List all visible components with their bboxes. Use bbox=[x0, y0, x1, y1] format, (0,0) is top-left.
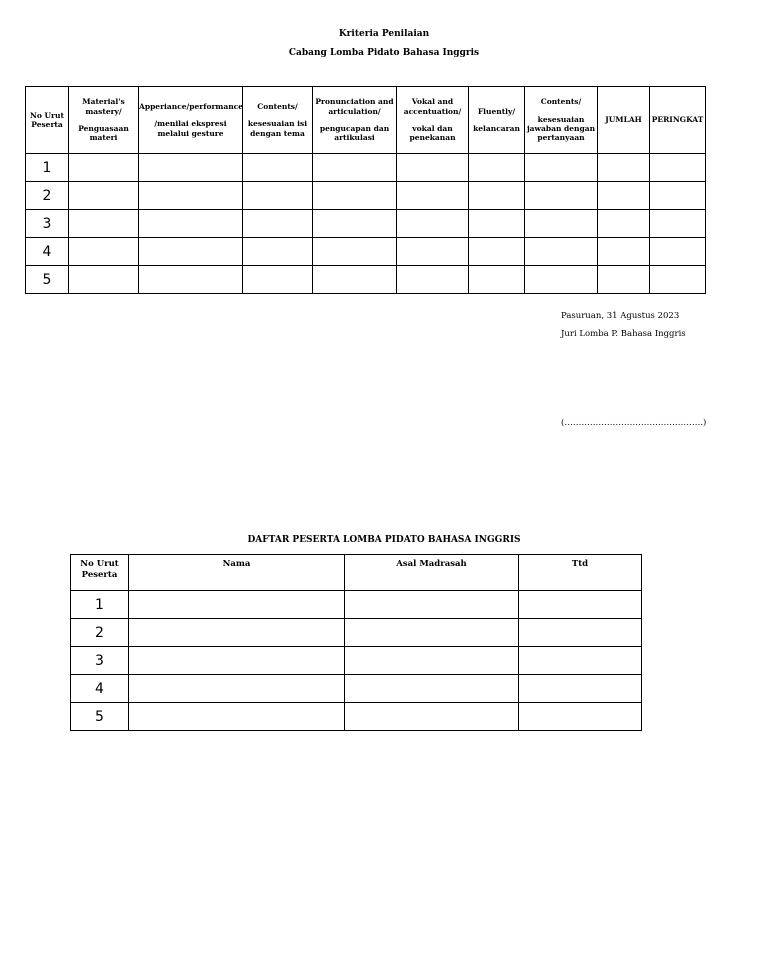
name-cell bbox=[129, 647, 345, 675]
table-row bbox=[26, 238, 706, 266]
table-row bbox=[71, 591, 642, 619]
score-cell bbox=[598, 210, 650, 238]
score-cell bbox=[313, 210, 397, 238]
score-table bbox=[25, 86, 706, 294]
col-jumlah: JUMLAH bbox=[598, 87, 650, 154]
score-cell bbox=[69, 182, 139, 210]
table-row bbox=[26, 266, 706, 294]
madrasah-cell bbox=[345, 675, 519, 703]
list-title: DAFTAR PESERTA LOMBA PIDATO BAHASA INGGRIS bbox=[247, 535, 521, 545]
table-row bbox=[26, 210, 706, 238]
score-cell bbox=[69, 238, 139, 266]
col-ttd: Ttd bbox=[519, 555, 642, 591]
col-contents-answer: Contents/ kesesuaian jawaban dengan pertanyaan bbox=[525, 87, 598, 154]
signature-cell bbox=[519, 647, 642, 675]
name-cell bbox=[129, 591, 345, 619]
score-cell bbox=[650, 266, 706, 294]
name-cell bbox=[129, 703, 345, 731]
table-row bbox=[71, 619, 642, 647]
score-cell bbox=[469, 238, 525, 266]
col-peringkat: PERINGKAT bbox=[650, 87, 706, 154]
row-number: 1 bbox=[26, 154, 69, 182]
col-vokal: Vokal and accentuation/ vokal dan penekanan bbox=[397, 87, 469, 154]
col-no-urut: No Urut Peserta bbox=[26, 87, 69, 154]
signature-cell bbox=[519, 619, 642, 647]
score-cell bbox=[69, 154, 139, 182]
score-header-row bbox=[26, 87, 706, 154]
score-cell bbox=[313, 266, 397, 294]
score-cell bbox=[139, 182, 243, 210]
signature-cell bbox=[519, 703, 642, 731]
row-number: 1 bbox=[71, 591, 129, 619]
col-material: Material's mastery/ Penguasaan materi bbox=[69, 87, 139, 154]
col-pronunciation: Pronunciation and articulation/ pengucapan dan artikulasi bbox=[313, 87, 397, 154]
score-cell bbox=[525, 210, 598, 238]
score-cell bbox=[525, 154, 598, 182]
table-row bbox=[26, 154, 706, 182]
score-cell bbox=[139, 238, 243, 266]
signature-place-date: Pasuruan, 31 Agustus 2023 bbox=[561, 311, 680, 321]
madrasah-cell bbox=[345, 619, 519, 647]
score-cell bbox=[469, 266, 525, 294]
signature-cell bbox=[519, 675, 642, 703]
col-contents: Contents/ kesesuaian isi dengan tema bbox=[243, 87, 313, 154]
participant-list-table bbox=[70, 554, 642, 731]
table-row bbox=[26, 182, 706, 210]
row-number: 4 bbox=[71, 675, 129, 703]
signature-cell bbox=[519, 591, 642, 619]
page-title: Kriteria Penilaian bbox=[338, 29, 430, 39]
score-cell bbox=[525, 182, 598, 210]
score-cell bbox=[139, 210, 243, 238]
signature-role: Juri Lomba P. Bahasa Inggris bbox=[561, 329, 686, 339]
page-subtitle: Cabang Lomba Pidato Bahasa Inggris bbox=[288, 48, 480, 58]
list-header-row bbox=[71, 555, 642, 591]
score-cell bbox=[139, 266, 243, 294]
score-cell bbox=[243, 154, 313, 182]
row-number: 5 bbox=[26, 266, 69, 294]
name-cell bbox=[129, 675, 345, 703]
score-cell bbox=[397, 266, 469, 294]
score-cell bbox=[397, 238, 469, 266]
score-cell bbox=[598, 154, 650, 182]
score-cell bbox=[598, 238, 650, 266]
row-number: 3 bbox=[26, 210, 69, 238]
row-number: 5 bbox=[71, 703, 129, 731]
score-cell bbox=[650, 154, 706, 182]
score-cell bbox=[598, 182, 650, 210]
score-cell bbox=[525, 266, 598, 294]
score-cell bbox=[69, 266, 139, 294]
score-cell bbox=[397, 154, 469, 182]
score-cell bbox=[397, 182, 469, 210]
signature-blank: (………………………………………….) bbox=[561, 418, 707, 428]
madrasah-cell bbox=[345, 703, 519, 731]
score-cell bbox=[139, 154, 243, 182]
col-asal-madrasah: Asal Madrasah bbox=[345, 555, 519, 591]
score-cell bbox=[598, 266, 650, 294]
score-cell bbox=[313, 238, 397, 266]
name-cell bbox=[129, 619, 345, 647]
table-row bbox=[71, 703, 642, 731]
score-cell bbox=[469, 154, 525, 182]
row-number: 3 bbox=[71, 647, 129, 675]
row-number: 4 bbox=[26, 238, 69, 266]
row-number: 2 bbox=[26, 182, 69, 210]
score-cell bbox=[243, 182, 313, 210]
row-number: 2 bbox=[71, 619, 129, 647]
score-cell bbox=[469, 182, 525, 210]
table-row bbox=[71, 647, 642, 675]
madrasah-cell bbox=[345, 647, 519, 675]
score-cell bbox=[397, 210, 469, 238]
score-cell bbox=[243, 238, 313, 266]
col-performance: Apperiance/performance /menilai ekspresi melalui gesture bbox=[139, 87, 243, 154]
col-no-urut: No Urut Peserta bbox=[71, 555, 129, 591]
score-cell bbox=[313, 182, 397, 210]
score-cell bbox=[650, 238, 706, 266]
table-row bbox=[71, 675, 642, 703]
col-nama: Nama bbox=[129, 555, 345, 591]
score-cell bbox=[650, 210, 706, 238]
score-cell bbox=[69, 210, 139, 238]
score-cell bbox=[650, 182, 706, 210]
col-fluently: Fluently/ kelancaran bbox=[469, 87, 525, 154]
score-cell bbox=[469, 210, 525, 238]
score-cell bbox=[243, 266, 313, 294]
score-cell bbox=[243, 210, 313, 238]
madrasah-cell bbox=[345, 591, 519, 619]
score-cell bbox=[525, 238, 598, 266]
score-cell bbox=[313, 154, 397, 182]
